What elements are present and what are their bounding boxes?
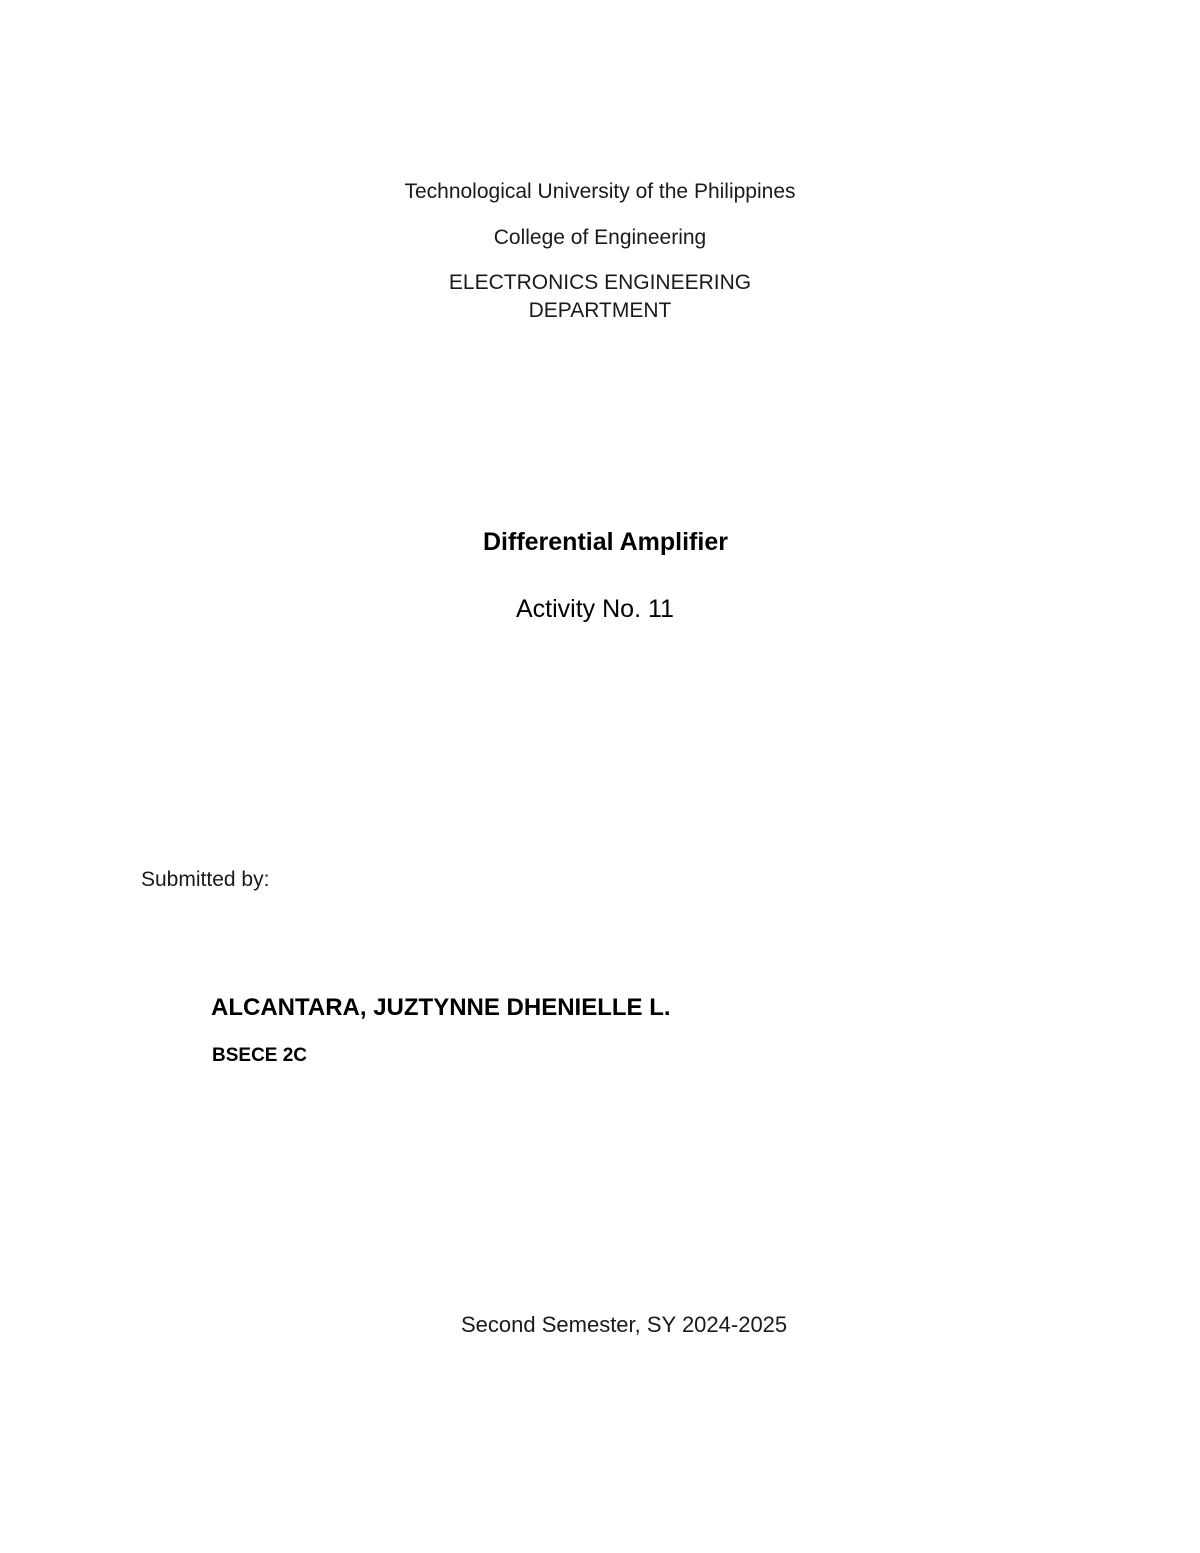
document-title: Differential Amplifier (483, 528, 728, 556)
submitted-by-label: Submitted by: (141, 868, 270, 891)
department-name-line1: ELECTRONICS ENGINEERING (448, 271, 752, 294)
university-name: Technological University of the Philippines (404, 180, 796, 203)
student-name: ALCANTARA, JUZTYNNE DHENIELLE L. (211, 994, 671, 1021)
semester-school-year: Second Semester, SY 2024-2025 (461, 1312, 788, 1337)
course-section: BSECE 2C (212, 1045, 308, 1066)
college-name: College of Engineering (493, 226, 707, 249)
department-name-line2: DEPARTMENT (528, 299, 672, 322)
activity-number: Activity No. 11 (516, 595, 674, 623)
